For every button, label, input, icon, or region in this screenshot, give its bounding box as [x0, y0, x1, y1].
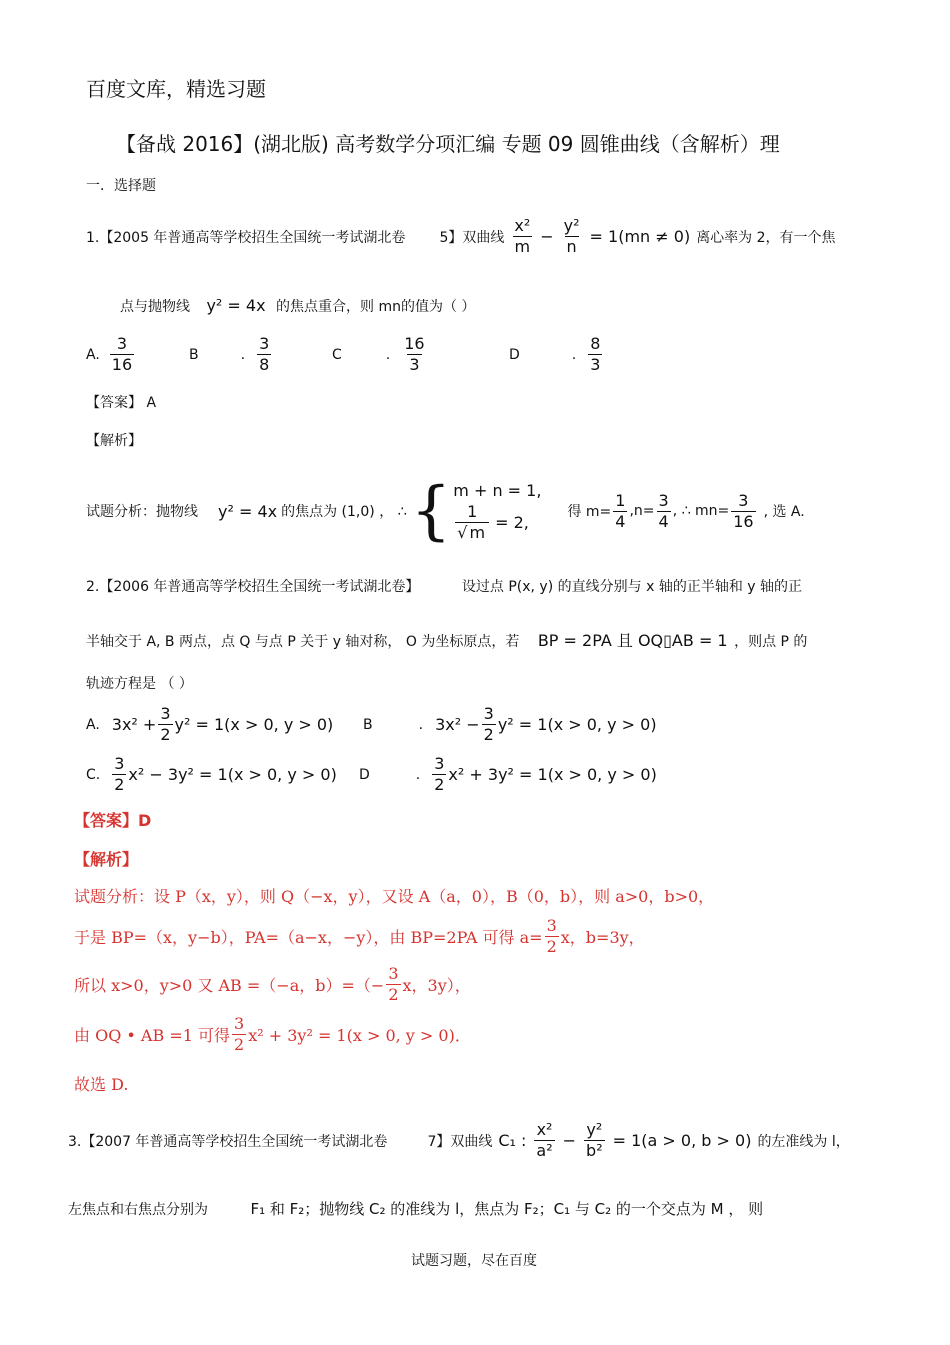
q3-num: 7】双曲线: [427, 1133, 493, 1150]
q2-answer: 【答案】D: [74, 811, 152, 830]
q3-frac-y: $\frac{\text{y²}}{\text{b²}}$: [586, 1120, 603, 1160]
q2-solution-line-2: 于是 BP=（x，y−b），PA=（a−x，−y），由 BP=2PA 可得 a= $\frac{3}{2}$ x，b=3y，: [74, 916, 645, 956]
q2-line1-a: 2.【2006 年普通高等学校招生全国统一考试湖北卷】: [86, 579, 420, 595]
q1-sol-eq: y² = 4x: [218, 501, 278, 521]
q2-line1-b: 设过点 P(x, y) 的直线分别与 x 轴的正半轴和 y 轴的正: [461, 579, 802, 595]
q1-option-b: B . $\frac{3}{8}$: [189, 334, 270, 374]
q1-sol-c: 得 m=: [567, 504, 612, 520]
q1-line2-a: 点与抛物线: [120, 299, 190, 315]
q1-option-c: C . $\frac{16}{3}$: [332, 334, 425, 374]
q3-frac-x: $\frac{\text{x²}}{\text{a²}}$: [536, 1120, 553, 1160]
q2-option-c: C. $\frac{3}{2}$ x² − 3y² = 1(x > 0, y > 0): [86, 754, 337, 794]
q3-equation: = 1(a > 0, b > 0): [612, 1131, 752, 1150]
q1-suffix: 离心率为 2，有一个焦: [696, 229, 836, 246]
question-3-line-2: [68, 1198, 763, 1219]
question-1-line-2: [120, 296, 475, 316]
q1-parabola-eq: y² = 4x: [206, 296, 266, 315]
q2-solution-line-4: 由 OQ • AB =1 可得 $\frac{3}{2}$ x² + 3y² = 1(x > 0, y > 0)．: [74, 1014, 471, 1054]
question-2-line-3: 轨迹方程是 （ ）: [86, 676, 193, 692]
q3-line2-b: F₁ 和 F₂；抛物线 C₂ 的准线为 l，焦点为 F₂；C₁ 与 C₂ 的一个交点为 M ， 则: [250, 1200, 764, 1218]
question-2-line-2: [86, 628, 807, 651]
m-value: $\frac{1}{4}$: [615, 490, 626, 531]
q1-line2-b: 的焦点重合，则 mn的值为（ ）: [276, 299, 476, 315]
q3-c1: C₁ :: [498, 1131, 527, 1150]
q2-option-d: D . $\frac{3}{2}$ x² + 3y² = 1(x > 0, y > 0): [359, 754, 657, 794]
q1-sol-f: , 选 A.: [763, 504, 805, 520]
n-value: $\frac{3}{4}$: [658, 490, 669, 531]
q3-prefix: 3.【2007 年普通高等学校招生全国统一考试湖北卷: [68, 1133, 388, 1150]
q3-suffix: 的左准线为 l，: [757, 1133, 850, 1150]
q1-analysis-label: 【解析】: [86, 433, 142, 449]
q1-answer: 【答案】 A: [86, 395, 157, 411]
q1-solution: [86, 470, 805, 552]
system-eq-1: m + n = 1,: [453, 481, 542, 500]
q2-option-b: B . 3x² − $\frac{3}{2}$ y² = 1(x > 0, y > 0): [363, 704, 657, 744]
q1-num: 5】双曲线: [439, 229, 505, 246]
question-2-line-1: [86, 576, 802, 596]
q2-option-a: A. 3x² + $\frac{3}{2}$ y² = 1(x > 0, y > 0): [86, 704, 334, 744]
document-title: 【备战 2016】(湖北版) 高考数学分项汇编 专题 09 圆锥曲线（含解析）理: [116, 132, 780, 156]
page-header: 百度文库，精选习题: [86, 77, 266, 101]
question-3-line-1: 3.【2007 年普通高等学校招生全国统一考试湖北卷 7】双曲线 C₁ : $\frac{\text{x²}}{\text{a²}}$ − $\frac{\text{y²}}{\text{b²}}$ = 1(a > 0, b > 0) 的左准线为 l，: [68, 1120, 850, 1160]
q1-option-d: D . $\frac{8}{3}$: [509, 334, 601, 374]
page-footer: 试题习题，尽在百度: [411, 1253, 537, 1269]
equation-system: [453, 481, 541, 541]
q2-solution-line-1: 试题分析：设 P（x，y），则 Q（−x，y），又设 A（a，0），B（0，b），则 a>0，b>0，: [74, 887, 715, 906]
q1-minus: −: [540, 227, 554, 246]
q1-option-a: A. $\frac{3}{16}$: [86, 334, 133, 374]
section-heading: 一．选择题: [86, 178, 156, 194]
q1-prefix: 1.【2005 年普通高等学校招生全国统一考试湖北卷: [86, 229, 406, 246]
system-eq-2: $\frac{1}{√ m}$ = 2,: [457, 502, 529, 542]
q2-line2-b: ，则点 P 的: [734, 634, 808, 650]
q2-solution-line-3: 所以 x>0，y>0 又 AB =（−a，b）=（− $\frac{3}{2}$ x，3y），: [74, 964, 471, 1004]
q3-line2-a: 左焦点和右焦点分别为: [68, 1202, 208, 1218]
q1-frac-x: $\frac{\text{x²}}{m}$: [514, 216, 531, 256]
q2-vector-eq: BP = 2PA 且 OQ▯AB = 1: [537, 631, 728, 650]
q1-sol-a: 试题分析：抛物线: [86, 504, 198, 520]
q1-frac-y: $\frac{\text{y²}}{n}$: [563, 216, 580, 256]
q1-sol-d: ,n=: [629, 503, 655, 519]
system-brace: {: [410, 474, 452, 548]
q2-analysis-label: 【解析】: [74, 850, 139, 869]
mn-value: $\frac{3}{16}$: [733, 490, 754, 531]
q2-line2-a: 半轴交于 A, B 两点，点 Q 与点 P 关于 y 轴对称， O 为坐标原点，若: [86, 634, 520, 650]
q2-solution-line-5: 故选 D.: [74, 1075, 129, 1094]
q1-sol-b: 的焦点为 (1,0) ， ∴: [281, 504, 407, 520]
question-1-line-1: [86, 218, 836, 255]
q1-equation: = 1(mn ≠ 0): [589, 227, 691, 246]
q1-sol-e: , ∴ mn=: [672, 503, 730, 519]
